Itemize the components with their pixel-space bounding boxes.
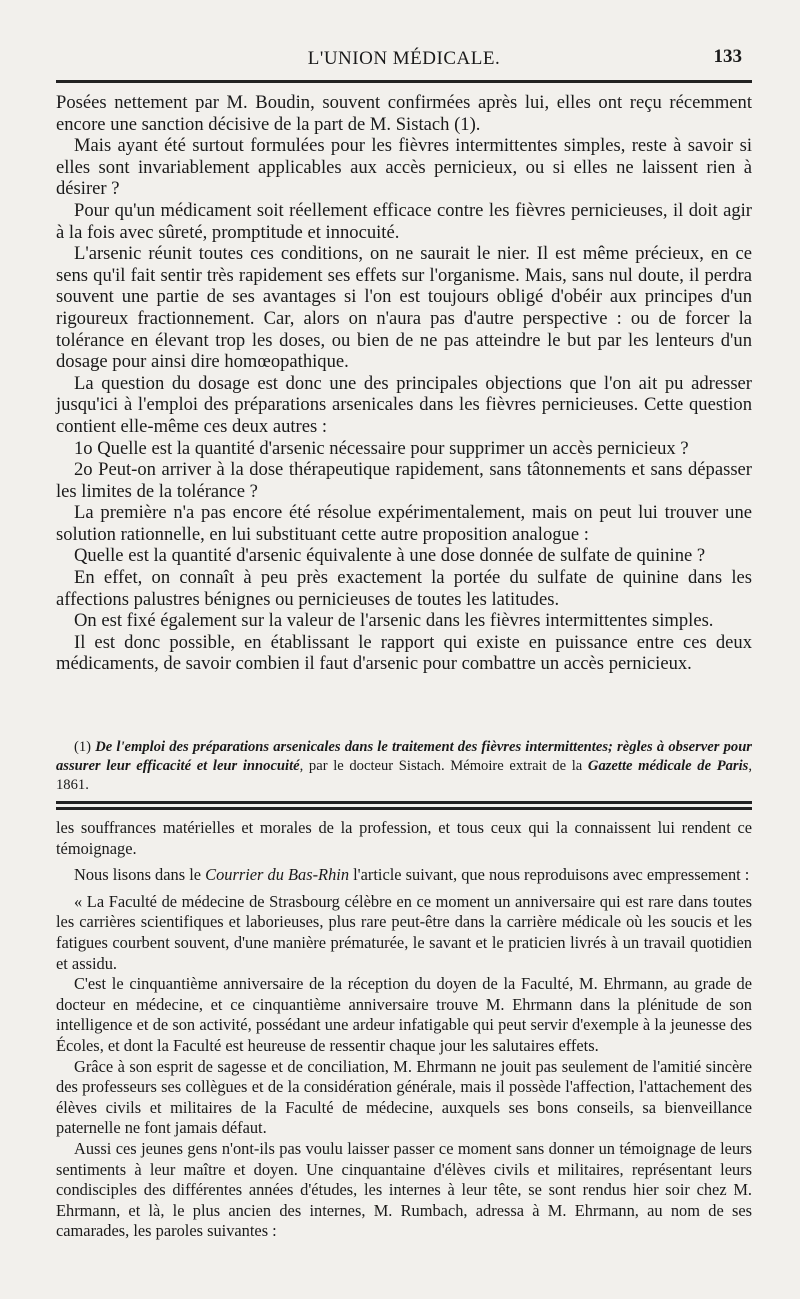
paragraph: les souffrances matérielles et morales de la profession, et tous ceux qui la connaissent lui rendent ce témoignage. — [56, 818, 752, 858]
paragraph: En effet, on connaît à peu près exactement la portée du sulfate de quinine dans les affections palustres bénignes ou pernicieuses de toutes les latitudes. — [56, 567, 752, 610]
running-title: L'UNION MÉDICALE. — [307, 48, 501, 69]
header-rule — [56, 80, 752, 83]
paragraph: La première n'a pas encore été résolue expérimentalement, mais on peut lui trouver une solution rationnelle, en lui substituant cette autre proposition analogue : — [56, 502, 752, 545]
paragraph: Grâce à son esprit de sagesse et de conciliation, M. Ehrmann ne jouit pas seulement de l'amitié sincère des professeurs ses collègues et de la considération générale, mais il possède l'affection, l'attachement des élèves civils et militaires de la Faculté de médecine, auxquels ses bons conseils, sa bienveillance paternelle ne font jamais défaut. — [56, 1056, 752, 1138]
paragraph: L'arsenic réunit toutes ces conditions, on ne saurait le nier. Il est même précieux, en ce sens qu'il fait sentir très rapidement ses effets sur l'organisme. Mais, sans nul doute, il perdra souvent une partie de ses avantages si l'on est toujours obligé d'obéir aux principes d'un rigoureux fractionnement. Car, alors on n'aura pas d'autre perspective : ou de forcer la tolérance en élevant trop les doses, ou bien de ne pas atteindre le but par les lenteurs d'un dosage pour ainsi dire homœopathique. — [56, 243, 752, 373]
section-divider — [56, 801, 752, 810]
intro-text-end: l'article suivant, que nous reproduisons avec empressement : — [353, 865, 750, 885]
footnote-journal: Gazette médicale de Paris — [587, 758, 749, 774]
paragraph: 1o Quelle est la quantité d'arsenic nécessaire pour supprimer un accès pernicieux ? — [74, 437, 689, 459]
paragraph: 2o Peut-on arriver à la dose thérapeutique rapidement, sans tâtonnements et sans dépasser les limites de la tolérance ? — [56, 459, 752, 502]
footnote-end: , 1861. — [56, 758, 752, 793]
paragraph: Pour qu'un médicament soit réellement efficace contre les fièvres pernicieuses, il doit agir à la fois avec sûreté, promptitude et innocuité. — [56, 199, 752, 243]
paragraph: La question du dosage est donc une des principales objections que l'on ait pu adresser jusqu'ici à l'emploi des préparations arsenicales dans les fièvres pernicieuses. Cette question contient elle-même ces deux autres : — [56, 372, 752, 437]
main-column-top — [56, 92, 752, 675]
page-header — [56, 44, 752, 74]
paragraph: Aussi ces jeunes gens n'ont-ils pas voulu laisser passer ce moment sans donner un témoignage de leurs sentiments à leur maître et doyen. Une cinquantaine d'élèves civils et militaires, représentant leurs condisciples des différentes années d'études, les internes à leur tête, se sont rendus hier soir chez M. Ehrmann, et là, le plus ancien des internes, M. Rumbach, adressa à M. Ehrmann, au nom de ses camarades, les paroles suivantes : — [56, 1138, 752, 1241]
footnote — [56, 738, 752, 795]
paragraph-intro — [56, 865, 752, 886]
page-number: 133 — [713, 46, 742, 67]
main-column-bottom — [56, 818, 752, 1242]
paragraph: Quelle est la quantité d'arsenic équivalente à une dose donnée de sulfate de quinine ? — [74, 545, 706, 567]
paragraph: Il est donc possible, en établissant le rapport qui existe en puissance entre ces deux médicaments, de savoir combien il faut d'arsenic pour combattre un accès pernicieux. — [56, 631, 752, 675]
paragraph: C'est le cinquantième anniversaire de la réception du doyen de la Faculté, M. Ehrmann, au grade de docteur en médecine, et ce cinquantième anniversaire trouve M. Ehrmann dans la plénitude de son intelligence et de son activité, possédant une ardeur infatigable qui peut servir d'exemple à la jeunesse des Écoles, et dont la Faculté est heureuse de ressentir chaque jour les salutaires effets. — [56, 974, 752, 1055]
newspaper-title: Courrier du Bas-Rhin — [205, 865, 350, 885]
footnote-marker: (1) — [74, 739, 92, 755]
paragraph: Posées nettement par M. Boudin, souvent confirmées après lui, elles ont reçu récemment encore une sanction décisive de la part de M. Sistach (1). — [56, 92, 752, 135]
footnote-title: De l'emploi des préparations arsenicales dans le traitement des fièvres intermittentes; règles à observer pour assurer leur efficacité et leur innocuité — [56, 739, 752, 774]
paragraph: « La Faculté de médecine de Strasbourg célèbre en ce moment un anniversaire qui est rare dans toutes les carrières scientifiques et laborieuses, plus rare peut-être dans la carrière médicale où les soucis et les fatigues courbent souvent, d'une manière prématurée, le savant et le praticien livrés à un travail quotidien et assidu. — [56, 891, 752, 973]
paragraph: On est fixé également sur la valeur de l'arsenic dans les fièvres intermittentes simples. — [74, 610, 714, 632]
intro-text: Nous lisons dans le — [74, 865, 202, 885]
paragraph: Mais ayant été surtout formulées pour les fièvres intermittentes simples, reste à savoir si elles sont invariablement applicables aux accès pernicieux, ou si elles ne laissent rien à désirer ? — [56, 135, 752, 200]
footnote-middle: , par le docteur Sistach. Mémoire extrait de la — [299, 758, 588, 774]
